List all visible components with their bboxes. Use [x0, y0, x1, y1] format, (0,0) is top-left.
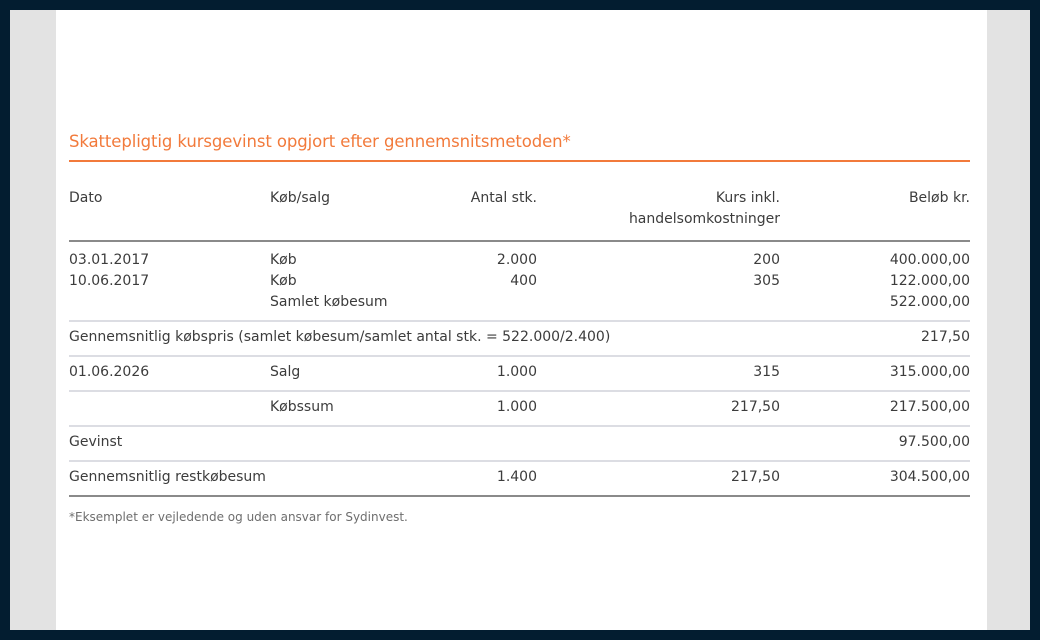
content — [69, 130, 970, 525]
header-amount: Beløb kr. — [780, 162, 970, 241]
cell-date: 01.06.2026 — [69, 356, 270, 391]
cell-date: 03.01.2017 — [69, 252, 150, 268]
header-rate-line2: handelsomkostninger — [628, 211, 780, 227]
cell-remaining-label: Gennemsnitlig restkøbesum — [69, 461, 400, 496]
table-row-sale — [69, 356, 970, 391]
window-frame — [10, 10, 1030, 630]
cell-quantity: 1.400 — [400, 461, 537, 496]
section-title: Skattepligtig kursgevinst opgjort efter gennemsnitsmetoden* — [69, 130, 970, 162]
cell-type: Købssum — [270, 391, 400, 426]
cell-rate: 217,50 — [537, 461, 780, 496]
cell-total-label: Samlet købesum — [270, 292, 537, 321]
cell-rate: 217,50 — [537, 391, 780, 426]
cell-gain-amount: 97.500,00 — [780, 426, 970, 461]
table-row-purchase — [69, 241, 970, 271]
table-row-average-price — [69, 321, 970, 356]
header-type: Køb/salg — [270, 162, 400, 241]
document-page — [56, 10, 987, 630]
table-row-purchase-sum — [69, 391, 970, 426]
cell-amount: 304.500,00 — [780, 461, 970, 496]
footnote: *Eksemplet er vejledende og uden ansvar for Sydinvest. — [69, 510, 408, 524]
cell-rate: 200 — [753, 252, 780, 268]
cell-amount: 315.000,00 — [780, 356, 970, 391]
header-quantity: Antal stk. — [400, 162, 537, 241]
header-rate — [537, 162, 780, 241]
cell-gain-label: Gevinst — [69, 426, 400, 461]
table-row-remaining — [69, 461, 970, 496]
cell-rate: 315 — [537, 356, 780, 391]
cell-total-amount: 522.000,00 — [780, 292, 970, 321]
cell-type: Køb — [270, 252, 297, 268]
header-date: Dato — [69, 162, 270, 241]
table-row-purchase — [69, 271, 970, 292]
cell-quantity: 400 — [510, 273, 537, 289]
cell-date: 10.06.2017 — [69, 273, 150, 289]
cell-amount: 122.000,00 — [889, 273, 970, 289]
cell-type: Salg — [270, 356, 400, 391]
cell-amount: 217.500,00 — [780, 391, 970, 426]
cell-average-label: Gennemsnitlig købspris (samlet købesum/samlet antal stk. = 522.000/2.400) — [69, 321, 780, 356]
table-row-gain — [69, 426, 970, 461]
cell-type: Køb — [270, 273, 297, 289]
cell-quantity: 2.000 — [496, 252, 537, 268]
table-row-total-purchase — [69, 292, 970, 321]
gain-table — [69, 162, 970, 497]
header-rate-line1: Kurs inkl. — [715, 190, 780, 206]
table-header-row — [69, 162, 970, 241]
cell-quantity: 1.000 — [400, 391, 537, 426]
cell-quantity: 1.000 — [400, 356, 537, 391]
cell-average-amount: 217,50 — [780, 321, 970, 356]
cell-amount: 400.000,00 — [889, 252, 970, 268]
cell-rate: 305 — [753, 273, 780, 289]
